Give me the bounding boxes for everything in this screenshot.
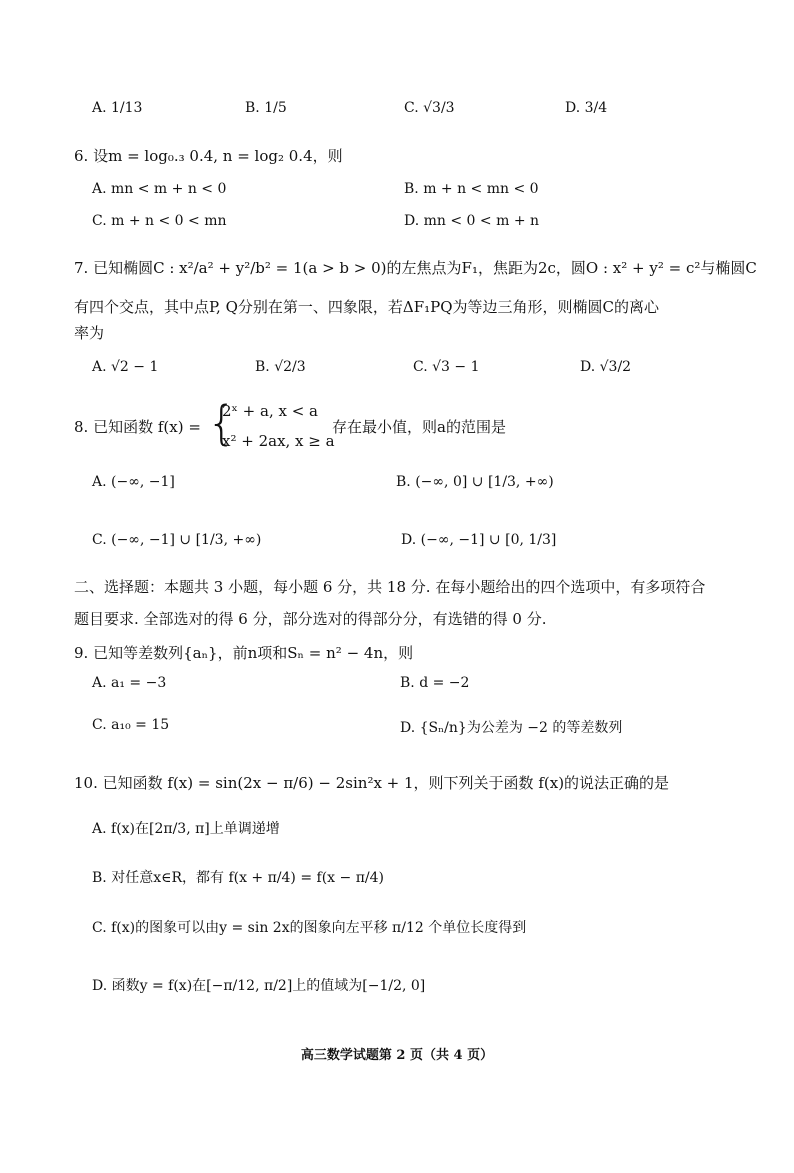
q9-option-c: C. a₁₀ = 15 [92,717,170,733]
q8-option-b: B. (−∞, 0] ∪ [1/3, +∞) [396,474,554,490]
q8-option-d: D. (−∞, −1] ∪ [0, 1/3] [401,532,557,548]
q8-option-c: C. (−∞, −1] ∪ [1/3, +∞) [92,532,262,548]
q9-option-d: D. {Sₙ/n}为公差为 −2 的等差数列 [400,720,623,736]
q6-stem: 6. 设m = log₀.₃ 0.4, n = log₂ 0.4，则 [74,147,343,165]
q8-brace: { [207,396,237,450]
q10-stem: 10. 已知函数 f(x) = sin(2x − π/6) − 2sin²x + 1，则下列关于函数 f(x)的说法正确的是 [74,774,670,792]
q8-case-1: 2ˣ + a, x < a [222,402,318,420]
q5-option-a: A. 1/13 [92,100,143,116]
q5-option-c: C. √3/3 [404,100,455,116]
q10-option-c: C. f(x)的图象可以由y = sin 2x的图象向左平移 π/12 个单位长度得到 [92,920,527,936]
q6-option-b: B. m + n < mn < 0 [404,181,539,197]
q7-stem-line3: 率为 [74,324,105,342]
q8-stem-prefix: 8. 已知函数 f(x) = [74,418,201,436]
page-footer: 高三数学试题第 2 页（共 4 页） [300,1048,494,1063]
q10-option-b: B. 对任意x∈R，都有 f(x + π/4) = f(x − π/4) [92,870,384,886]
q8-stem-suffix: 存在最小值，则a的范围是 [332,418,506,436]
q8-case-2: x² + 2ax, x ≥ a [222,432,335,450]
q7-stem-line2: 有四个交点，其中点P, Q分别在第一、四象限，若ΔF₁PQ为等边三角形，则椭圆C的离心 [74,298,660,316]
q7-option-b: B. √2/3 [255,359,306,375]
q8-option-a: A. (−∞, −1] [92,474,175,490]
section2-line1: 二、选择题：本题共 3 小题，每小题 6 分，共 18 分. 在每小题给出的四个选项中，有多项符合 [74,578,706,596]
q9-option-b: B. d = −2 [400,675,470,691]
q10-option-d: D. 函数y = f(x)在[−π/12, π/2]上的值域为[−1/2, 0] [92,978,426,994]
q9-stem: 9. 已知等差数列{aₙ}，前n项和Sₙ = n² − 4n，则 [74,644,414,662]
q7-option-a: A. √2 − 1 [92,359,159,375]
q7-option-d: D. √3/2 [580,359,632,375]
section2-line2: 题目要求. 全部选对的得 6 分，部分选对的得部分分，有选错的得 0 分. [74,610,547,628]
q6-option-d: D. mn < 0 < m + n [404,213,540,229]
q10-option-a: A. f(x)在[2π/3, π]上单调递增 [92,821,280,837]
q6-option-a: A. mn < m + n < 0 [92,181,227,197]
q7-stem-line1: 7. 已知椭圆C : x²/a² + y²/b² = 1(a > b > 0)的左焦点为F₁，焦距为2c，圆O : x² + y² = c²与椭圆C [74,259,757,277]
q5-option-d: D. 3/4 [565,100,608,116]
q7-option-c: C. √3 − 1 [413,359,480,375]
q6-option-c: C. m + n < 0 < mn [92,213,227,229]
q5-option-b: B. 1/5 [245,100,287,116]
q9-option-a: A. a₁ = −3 [92,675,167,691]
